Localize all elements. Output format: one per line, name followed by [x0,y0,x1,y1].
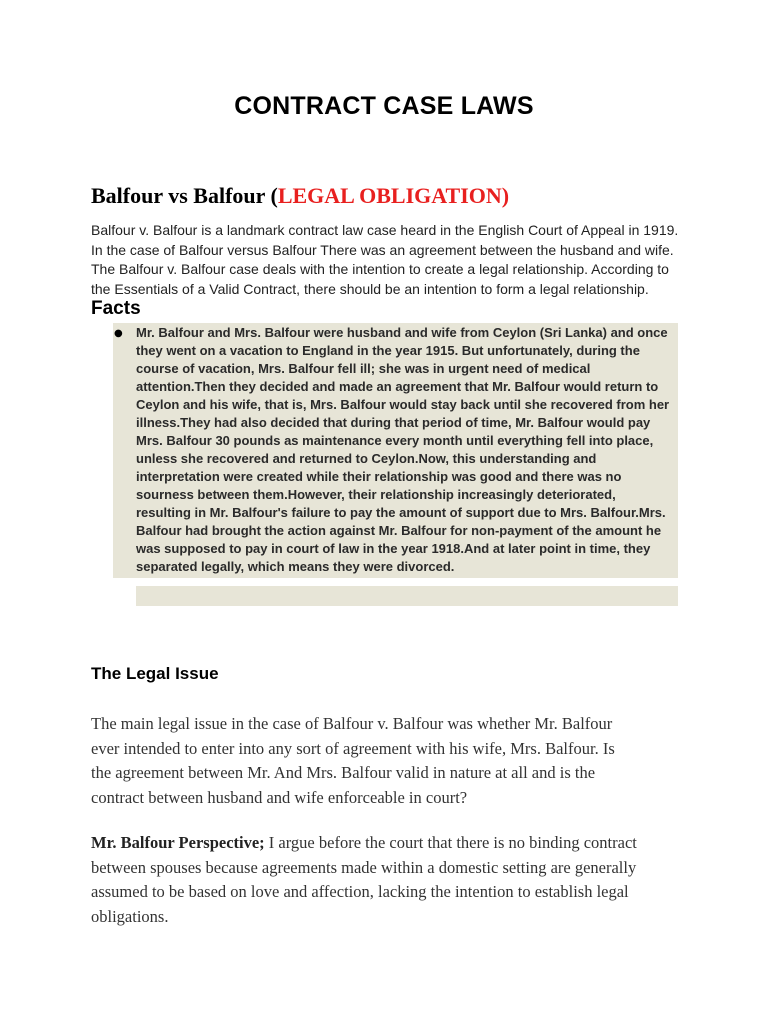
facts-heading: Facts [91,298,141,319]
facts-line: was supposed to pay in court of law in the year 1918.And at later point in time, they [136,541,651,556]
paragraph-line: assumed to be based on love and affection, lacking the intention to establish legal [91,882,629,901]
facts-line: Mrs. Balfour 30 pounds as maintenance every month until everything fell into place, [136,433,654,448]
bullet-icon: ● [114,328,123,339]
intro-line: The Balfour v. Balfour case deals with the intention to create a legal relationship. According to [91,261,669,277]
empty-highlight-bar [136,586,678,606]
facts-line: illness.They had also decided that during that period of time, Mr. Balfour would pay [136,415,651,430]
case-heading [91,183,509,209]
facts-bullet-text [136,324,680,576]
paragraph-line: between spouses because agreements made within a domestic setting are generally [91,857,637,877]
case-name: Balfour vs Balfour [91,183,271,208]
perspective-paragraph [91,831,691,929]
facts-line: attention.Then they decided and made an agreement that Mr. Balfour would return to [136,379,659,394]
facts-line: unless she recovered and returned to Ceylon.Now, this understanding and [136,451,597,466]
paragraph-line: The main legal issue in the case of Balfour v. Balfour was whether Mr. Balfour [91,714,613,733]
paragraph-line: ever intended to enter into any sort of agreement with his wife, Mrs. Balfour. Is [91,738,615,758]
intro-line: the Essentials of a Valid Contract, there should be an intention to form a legal relationship. [91,280,649,297]
facts-line: they went on a vacation to England in the year 1915. But unfortunately, during the [136,343,640,358]
facts-line: course of vacation, Mrs. Balfour fell ill; she was in urgent need of medical [136,361,591,376]
case-tag-open: ( [270,183,278,208]
paragraph-line: obligations. [91,906,169,926]
legal-issue-heading: The Legal Issue [91,664,219,683]
intro-line: In the case of Balfour versus Balfour There was an agreement between the husband and wife. [91,241,674,258]
facts-line: Mr. Balfour and Mrs. Balfour were husband and wife from Ceylon (Sri Lanka) and once [136,325,668,340]
case-intro-paragraph [91,221,691,299]
paragraph-line: the agreement between Mr. And Mrs. Balfour valid in nature at all and is the [91,763,596,782]
facts-line: interpretation were created while their relationship was good and there was no [136,469,622,484]
facts-line: resulting in Mr. Balfour's failure to pay the amount of support due to Mrs. Balfour.Mrs. [136,505,666,520]
paragraph-line: I argue before the court that there is no binding contract [264,833,637,852]
facts-line: sourness between them.However, their relationship increasingly deteriorated, [136,487,616,502]
perspective-label: Mr. Balfour Perspective; [91,833,265,852]
legal-issue-paragraph [91,712,691,810]
case-tag: LEGAL OBLIGATION) [277,183,510,208]
facts-line: separated legally, which means they were divorced. [136,559,455,574]
intro-line: Balfour v. Balfour is a landmark contract law case heard in the English Court of Appeal in 1919. [91,222,679,238]
paragraph-line: contract between husband and wife enforceable in court? [91,787,468,807]
document-title: CONTRACT CASE LAWS [234,92,534,120]
facts-line: Balfour had brought the action against Mr. Balfour for non-payment of the amount he [136,523,662,538]
facts-line: Ceylon and his wife, that is, Mrs. Balfour would stay back until she recovered from her [136,397,670,412]
